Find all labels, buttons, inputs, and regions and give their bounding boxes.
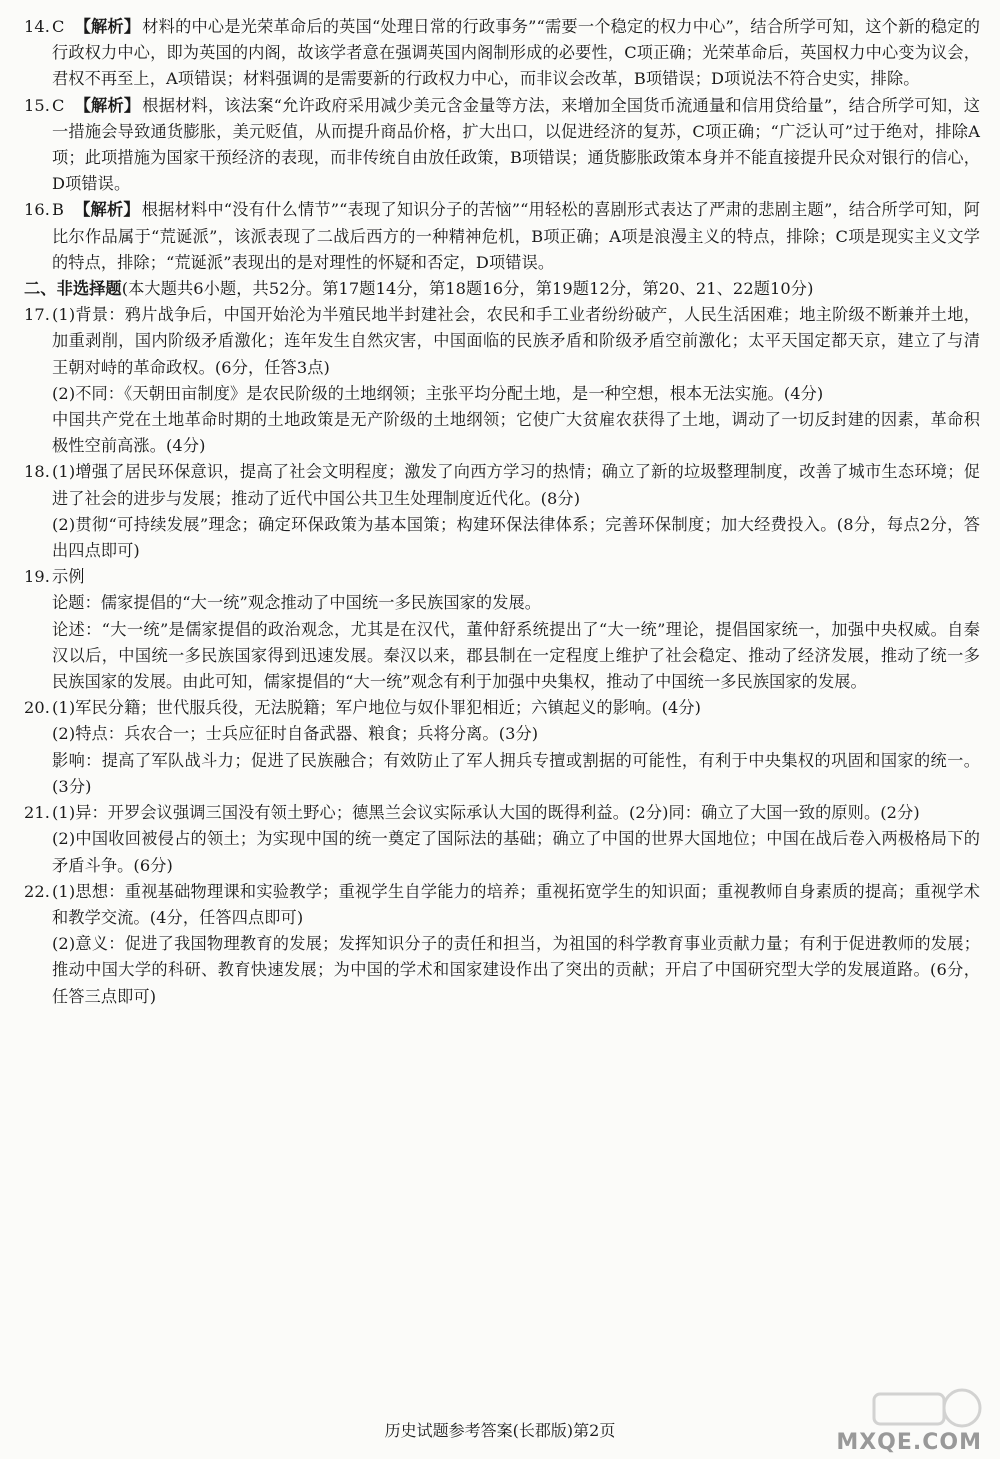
question-number: 16. bbox=[24, 200, 51, 220]
answer-part: 影响：提高了军队战斗力；促进了民族融合；有效防止了军人拥兵专擅或割据的可能性，有利于中央集权的巩固和国家的统一。(3分) bbox=[52, 750, 980, 796]
answer-part: 论述：“大一统”是儒家提倡的政治观念，尤其是在汉代，董仲舒系统提出了“大一统”理论，提倡国家统一，加强中央权威。自秦汉以后，中国统一多民族国家得到迅速发展。秦汉以来，郡县制在一定程度上维护了社会稳定、推动了经济发展，推动了统一多民族国家的发展。由此可知，儒家提倡的“大一统”观念有利于加强中央集权，推动了中国统一多民族国家的发展。 bbox=[52, 619, 980, 692]
question-number: 18. bbox=[24, 462, 51, 482]
answer-part: (1)背景：鸦片战争后，中国开始沦为半殖民地半封建社会，农民和手工业者纷纷破产，人民生活困难；地主阶级不断兼并土地，加重剥削，国内阶级矛盾激化；连年发生自然灾害，中国面临的民族矛盾和阶级矛盾空前激化；太平天国定都天京，建立了与清王朝对峙的革命政权。(6分，任答3点) bbox=[52, 305, 980, 377]
question-number: 14. bbox=[24, 17, 51, 36]
answer-content bbox=[24, 14, 980, 1010]
answer-part: 中国共产党在土地革命时期的土地政策是无产阶级的土地纲领；它使广大贫雇农获得了土地，调动了一切反封建的因素，革命积极性空前高涨。(4分) bbox=[52, 410, 980, 456]
analysis-text: 根据材料中“没有什么情节”“表现了知识分子的苦恼”“用轻松的喜剧形式表达了严肃的悲剧主题”，结合所学可知，阿比尔作品属于“荒诞派”，该派表现了二战后西方的一种精神危机，B项正确；A项是浪漫主义的特点，排除；C项是现实主义文学的特点，排除；“荒诞派”表现出的是对理性的怀疑和否定，D项错误。 bbox=[52, 200, 980, 272]
question-number: 20. bbox=[24, 698, 51, 718]
answer-15 bbox=[24, 93, 980, 198]
answer-19 bbox=[24, 564, 980, 695]
answer-20 bbox=[24, 695, 980, 800]
answer-part: (2)贯彻“可持续发展”理念；确定环保政策为基本国策；构建环保法律体系；完善环保制度；加大经费投入。(8分，每点2分，答出四点即可) bbox=[52, 514, 980, 561]
answer-part: 示例 bbox=[52, 567, 85, 587]
answer-21 bbox=[24, 800, 980, 879]
answer-part: (1)军民分籍；世代服兵役，无法脱籍；军户地位与奴仆罪犯相近；六镇起义的影响。(4分) bbox=[52, 698, 702, 718]
answer-part: (2)特点：兵农合一；士兵应征时自备武器、粮食；兵将分离。(3分) bbox=[52, 724, 539, 744]
answer-choice: B bbox=[52, 200, 64, 220]
answer-part: (2)意义：促进了我国物理教育的发展；发挥知识分子的责任和担当，为祖国的科学教育事业贡献力量；有利于促进教师的发展；推动中国大学的科研、教育快速发展；为中国的学术和国家建设作出了突出的贡献；开启了中国研究型大学的发展道路。(6分，任答三点即可) bbox=[52, 934, 980, 1006]
watermark-text: MXQE.COM bbox=[836, 1430, 982, 1455]
question-number: 17. bbox=[24, 305, 51, 325]
section-heading bbox=[24, 276, 980, 302]
answer-choice: C bbox=[52, 17, 65, 36]
answer-part: 论题：儒家提倡的“大一统”观念推动了中国统一多民族国家的发展。 bbox=[52, 593, 542, 613]
question-number: 22. bbox=[24, 881, 51, 901]
question-number: 15. bbox=[24, 95, 51, 115]
page-footer: 历史试题参考答案(长郡版)第2页 bbox=[384, 1421, 616, 1440]
answer-22 bbox=[24, 879, 980, 1010]
analysis-label: 【解析】 bbox=[74, 17, 141, 36]
answer-part: (2)不同：《天朝田亩制度》是农民阶级的土地纲领；主张平均分配土地，是一种空想，根本无法实施。(4分) bbox=[52, 383, 824, 403]
analysis-label: 【解析】 bbox=[74, 200, 140, 220]
answer-16 bbox=[24, 197, 980, 276]
answer-part: (1)思想：重视基础物理课和实验教学；重视学生自学能力的培养；重视拓宽学生的知识面；重视教师自身素质的提高；重视学术和教学交流。(4分，任答四点即可) bbox=[52, 881, 980, 927]
question-number: 19. bbox=[24, 567, 51, 587]
answer-17 bbox=[24, 302, 980, 459]
question-number: 21. bbox=[24, 803, 51, 823]
analysis-label: 【解析】 bbox=[74, 95, 141, 115]
answer-part: (2)中国收回被侵占的领土；为实现中国的统一奠定了国际法的基础；确立了中国的世界大国地位；中国在战后卷入两极格局下的矛盾斗争。(6分) bbox=[52, 829, 980, 875]
answer-part: (1)增强了居民环保意识，提高了社会文明程度；激发了向西方学习的热情；确立了新的垃圾整理制度，改善了城市生态环境；促进了社会的进步与发展；推动了近代中国公共卫生处理制度近代化。(8分) bbox=[52, 462, 980, 508]
answer-part: (1)异：开罗会议强调三国没有领土野心；德黑兰会议实际承认大国的既得利益。(2分)同：确立了大国一致的原则。(2分) bbox=[52, 803, 920, 823]
answer-18 bbox=[24, 459, 980, 564]
section-title: 二、非选择题 bbox=[24, 279, 122, 299]
section-note: (本大题共6小题，共52分。第17题14分，第18题16分，第19题12分，第20、21、22题10分) bbox=[121, 279, 814, 299]
answer-choice: C bbox=[52, 95, 65, 115]
analysis-text: 材料的中心是光荣革命后的英国“处理日常的行政事务”“需要一个稳定的权力中心”，结合所学可知，这个新的稳定的行政权力中心，即为英国的内阁，故该学者意在强调英国内阁制形成的必要性，C项正确；光荣革命后，英国权力中心变为议会，君权不再至上，A项错误；材料强调的是需要新的行政权力中心，而非议会改革，B项错误；D项说法不符合史实，排除。 bbox=[52, 17, 980, 89]
answer-14 bbox=[24, 14, 980, 93]
analysis-text: 根据材料，该法案“允许政府采用减少美元含金量等方法，来增加全国货币流通量和信用贷给量”，结合所学可知，这一措施会导致通货膨胀，美元贬值，从而提升商品价格，扩大出口，以促进经济的复苏，C项正确；“广泛认可”过于绝对，排除A项；此项措施为国家干预经济的表现，而非传统自由放任政策，B项错误；通货膨胀政策本身并不能直接提升民众对银行的信心，D项错误。 bbox=[52, 95, 980, 194]
